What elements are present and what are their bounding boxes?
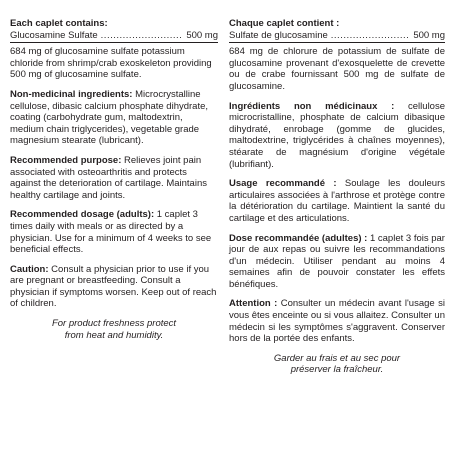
ingredient-amount-fr: 500 mg	[413, 29, 445, 41]
dosage-label: Recommended dosage (adults):	[10, 209, 155, 221]
purpose-text-fr: Soulage les douleurs articulaires associées à l'arthrose et protège contre la détérioration du cartilage. Maintient la santé du cartilage et des articulations.	[229, 178, 446, 224]
ingredient-description-fr: 684 mg de chlorure de potassium de sulfate de glucosamine provenant d'exosquelette de crevette ou de crabe fournissant 500 mg de sulfate de glucosamine.	[229, 46, 445, 92]
storage-note-fr	[229, 353, 445, 376]
storage-note-line1: For product freshness protect	[51, 318, 177, 330]
dosage-text: 1 caplet 3 times daily with meals or as directed by a physician. Use for a minimum of 4 weeks to see beneficial effects.	[10, 209, 212, 256]
french-column	[229, 18, 445, 376]
storage-note-line1-fr: Garder au frais et au sec pour	[273, 352, 401, 364]
divider-fr	[229, 42, 445, 43]
dosage-label-fr: Dose recommandée (adultes) :	[229, 232, 368, 244]
caution-text-fr: Consulter un médecin avant l'usage si vous êtes enceinte ou si vous allaitez. Consulter un médecin si les symptômes s'aggravent. Conserver hors de la portée des enfants.	[229, 298, 445, 345]
storage-note	[10, 318, 218, 341]
leader-dots-fr	[331, 30, 411, 42]
storage-note-line2: from heat and humidity.	[64, 329, 164, 341]
nonmedicinal-label: Non-medicinal ingredients:	[10, 88, 133, 100]
caution-section	[10, 264, 218, 310]
caution-label: Caution:	[10, 263, 49, 275]
purpose-label-fr: Usage recommandé :	[229, 178, 337, 190]
purpose-section	[10, 155, 218, 201]
contains-heading-fr: Chaque caplet contient :	[229, 18, 340, 29]
ingredient-name-fr: Sulfate de glucosamine	[229, 29, 328, 41]
purpose-label: Recommended purpose:	[10, 154, 122, 166]
divider	[10, 42, 218, 43]
nonmedicinal-section	[10, 89, 218, 147]
caution-section-fr	[229, 298, 445, 344]
dosage-section	[10, 209, 218, 255]
dosage-text-fr: 1 caplet 3 fois par jour de aux repas ou suivre les recommandations d'un médecin. Utiliser pendant au moins 4 semaines afin de pouvoir constater les effets bénéfiques.	[229, 232, 445, 290]
purpose-text: Relieves joint pain associated with osteoarthritis and protects against the deterioration of cartilage. Maintains healthy cartilage and joints.	[10, 154, 207, 201]
contains-heading: Each caplet contains:	[10, 18, 108, 29]
ingredient-name: Glucosamine Sulfate	[10, 29, 98, 41]
dosage-section-fr	[229, 233, 445, 291]
ingredient-amount: 500 mg	[186, 29, 218, 41]
caution-text: Consult a physician prior to use if you are pregnant or breastfeeding. Consult a physician if symptoms worsen. Keep out of reach of children.	[10, 263, 217, 310]
nonmedicinal-text: Microcrystalline cellulose, dibasic calcium phosphate dihydrate, coating (carbohydrate gum, maltodextrin, medium chain triglycerides), vegetable grade magnesium stearate (lubricant).	[10, 88, 209, 147]
storage-note-line2-fr: préserver la fraîcheur.	[290, 364, 384, 376]
ingredient-row-fr	[229, 30, 445, 42]
purpose-section-fr	[229, 178, 445, 224]
english-column	[10, 18, 218, 341]
nonmedicinal-label-fr: Ingrédients non médicinaux :	[229, 100, 395, 112]
nonmedicinal-text-fr: cellulose microcristalline, phosphate de calcium dibasique dihydraté, enrobage (gomme de glucides, maltodextrine, triglycérides à chaînes moyennes), stéarate de magnésium d'origine végétale (lubrifiant).	[229, 100, 445, 170]
caution-label-fr: Attention :	[229, 298, 278, 310]
nonmedicinal-section-fr	[229, 101, 445, 171]
ingredient-description: 684 mg of glucosamine sulfate potassium chloride from shrimp/crab exoskeleton providing 500 mg of glucosamine sulfate.	[10, 46, 212, 81]
leader-dots	[101, 30, 184, 42]
ingredient-row	[10, 30, 218, 42]
